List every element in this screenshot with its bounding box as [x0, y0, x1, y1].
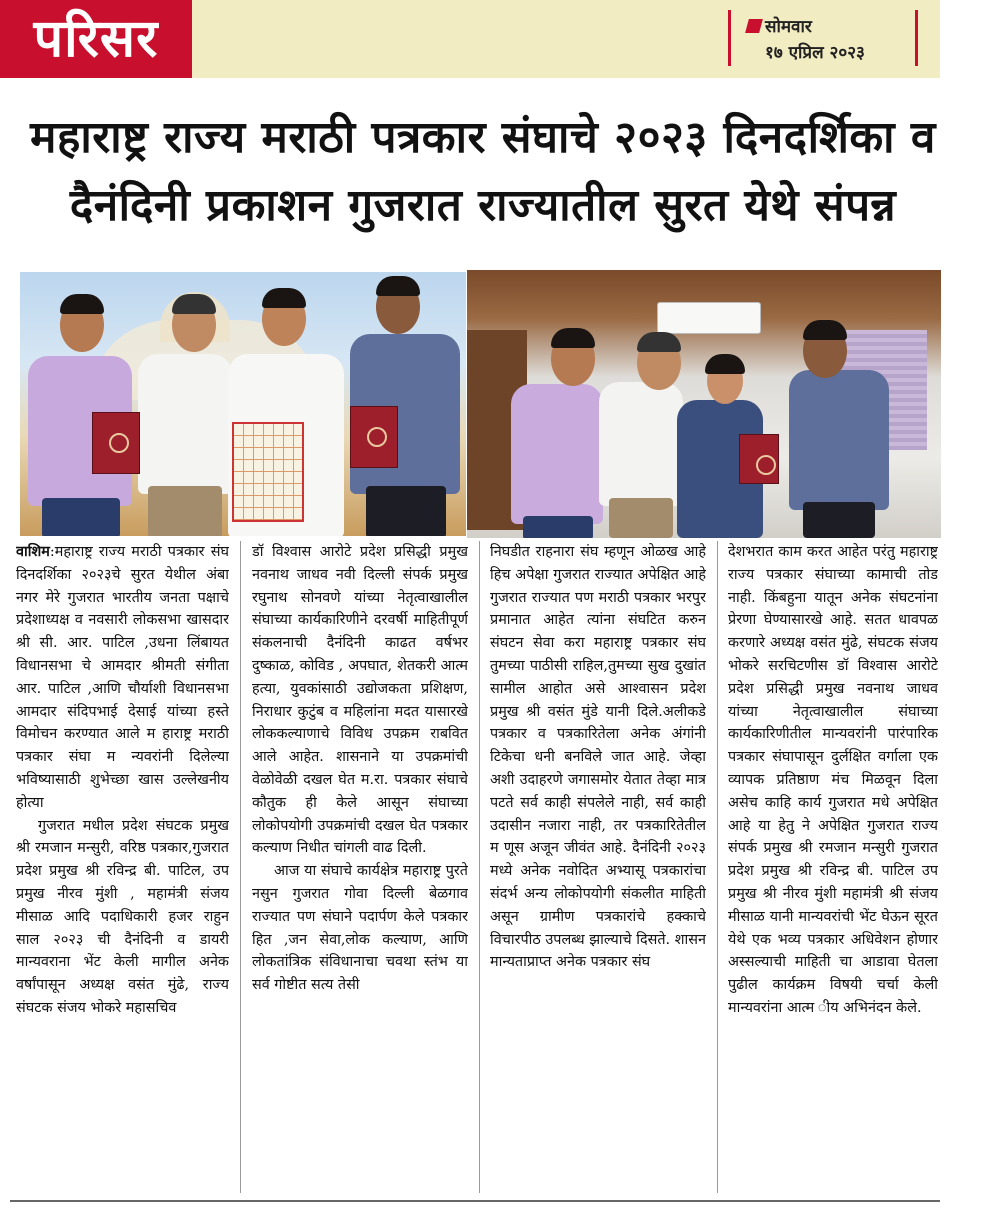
issue-date: १७ एप्रिल २०२३ — [765, 43, 865, 63]
issue-day: सोमवार — [765, 17, 812, 37]
headline-line-1: महाराष्ट्र राज्य मराठी पत्रकार संघाचे २०२३ दिनदर्शिका व — [30, 112, 936, 163]
column-divider — [240, 541, 241, 1193]
article-paragraph — [16, 541, 229, 815]
event-photo-left — [20, 272, 466, 536]
article-column-2 — [252, 541, 468, 1193]
diary-book-image — [739, 434, 779, 484]
diary-book-image — [92, 412, 140, 474]
photo-air-conditioner — [657, 302, 761, 334]
calendar-image — [232, 422, 304, 522]
article-body — [16, 541, 940, 1193]
masthead — [0, 0, 940, 78]
headline-line-2: दैनंदिनी प्रकाशन गुजरात राज्यातील सुरत येथे संपन्न — [69, 180, 897, 231]
article-paragraph: आज या संघाचे कार्यक्षेत्र महाराष्ट्र पुरते नसुन गुजरात गोवा दिल्ली बेळगाव राज्यात पण संघाने पदार्पण केले पत्रकार हित ,जन सेवा,लोक कल्याण, आणि लोकतांत्रिक संविधानाचा चवथा स्तंभ या सर्व गोष्टीत सत्य तेसी — [252, 863, 468, 994]
column-divider — [717, 541, 718, 1193]
article-text: :महाराष्ट्र राज्य मराठी पत्रकार संघ दिनदर्शिका २०२३चे सुरत येथील अंबा नगर मेरे गुजरात भारतीय जनता पक्षाचे प्रदेशाध्यक्ष व नवसारी लोकसभा खासदार श्री सी. आर. पाटिल ,उधना लिंबायत विधानसभा चे आमदार श्रीमती संगीता आर. पाटिल ,आणि चौर्याशी विधानसभा आमदार संदिपभाई देसाई यांच्या हस्ते विमोचन करण्यात आले म हाराष्ट्र मराठी पत्रकार संघा म न्यवरांनी दिलेल्या भविष्यासाठी शुभेच्छा खास उल्लेखनीय होत्या — [16, 544, 229, 811]
article-paragraph: निघडीत राहनारा संघ म्हणून ओळख आहे हिच अपेक्षा गुजरात राज्यात अपेक्षित आहे गुजरात राज्यात पण मराठी पत्रकार भरपुर प्रमानात आहेत त्यांना संघटित करुन संघटन सेवा करा महाराष्ट्र पत्रकार संघ तुमच्या पाठीसी राहिल,तुमच्या सुख दुखांत सामील आहोत असे आश्वासन प्रदेश प्रमुख श्री वसंत मुंडे यानी दिले.अलीकडे पत्रकार व पत्रकारितेला अनेक अंगांनी टिकेचा धनी बनविले जात आहे. जेव्हा अशी उदाहरणे जगासमोर येतात तेव्हा मात्र पटते सर्व काही संपलेले नाही, सर्व काही उदासीन नजारा नाही, तर पत्रकारितेतील म णूस अजून जीवंत आहे. दैनंदिनी २०२३ मध्ये अनेक नवोदित अभ्यासू पत्रकारांचा संदर्भ अन्य लोकोपयोगी संकलीत माहिती असून ग्रामीण पत्रकारांचे हक्काचे विचारपीठ उपलब्ध झाल्याचे दिसते. शासन मान्यताप्राप्त अनेक पत्रकार संघ — [490, 544, 706, 971]
dateline: वाशिम — [16, 543, 50, 560]
date-marker-icon — [745, 19, 763, 33]
article-paragraph: देशभरात काम करत आहेत परंतु महाराष्ट्र राज्य पत्रकार संघाच्या कामाची तोड नाही. किंबहुना यातून अनेक संघटनांना प्रेरणा घेण्यासारखे आहे. सतत धावपळ करणारे अध्यक्ष वसंत मुंढे, संघटक संजय भोकरे सरचिटणीस डॉ विश्वास आरोटे प्रदेश प्रसिद्धी प्रमुख नवनाथ जाधव यांच्या नेतृत्वाखालील संघाच्या कार्यकारिणीतील मान्यवरांनी पारंपारिक पत्रकार संघापासून दुर्लक्षित वर्गाला एक व्यापक प्रतिष्ठाण मंच मिळवून दिला असेच काहि कार्य गुजरात मधे अपेक्षित आहे या हेतु ने अपेक्षित गुजरात राज्य संपर्क प्रमुख श्री रमजान मन्सुरी गुजरात प्रदेश प्रमुख श्री रविन्द्र बी. पाटिल उप प्रमुख श्री नीरव मुंशी महामंत्री श्री संजय मीसाळ यानी मान्यवरांची भेंट घेऊन सूरत येथे एक भव्य पत्रकार अधिवेशन होणार अस्सल्याची माहिती चा आडावा घेतला पुढील कार्यक्रम विषयी चर्चा केली मान्यवरांना आत्म ीय अभिनंदन केले. — [728, 544, 938, 1016]
event-photo-right — [467, 270, 941, 538]
column-divider — [479, 541, 480, 1193]
article-paragraph: गुजरात मधील प्रदेश संघटक प्रमुख श्री रमजान मन्सुरी, वरिष्ठ पत्रकार,गुजरात प्रदेश प्रमुख श्री रविन्द्र बी. पाटिल, उप प्रमुख नीरव मुंशी , महामंत्री संजय मीसाळ आदि पदाधिकारी हजर राहुन साल २०२३ ची दैनंदिनी व डायरी मान्यवराना भेंट केली मागील अनेक वर्षांपासून अध्यक्ष वसंत मुंढे, राज्य संघटक संजय भोकरे महासचिव — [16, 817, 229, 1016]
article-column-3 — [490, 541, 706, 1193]
bottom-rule — [10, 1200, 940, 1202]
diary-book-image — [350, 406, 398, 468]
headline — [18, 104, 948, 240]
section-label: परिसर — [0, 0, 192, 78]
article-column-4 — [728, 541, 938, 1193]
article-paragraph: डॉ विश्वास आरोटे प्रदेश प्रसिद्धी प्रमुख नवनाथ जाधव नवी दिल्ली संपर्क प्रमुख रघुनाथ सोनवणे यांच्या नेतृत्वाखालील संघाच्या कार्यकारिणीने दरवर्षी माहितीपूर्ण संकलनाची दैनंदिनी काढत वर्षभर दुष्काळ, कोविड , अपघात, शेतकरी आत्म हत्या, युवकांसाठी उद्योजकता प्रशिक्षण, निराधार कुटुंब व महिलांना मदत यासारखे लोककल्याणाचे विविध उपक्रम राबवित आले आहेत. शासनाने या उपक्रमांची वेळोवेळी दखल घेत म.रा. पत्रकार संघाचे कौतुक ही केले आसून संघाच्या लोकोपयोगी उपक्रमांची दखल घेत पत्रकार कल्याण निधीत चांगली वाढ दिली. — [252, 544, 468, 857]
article-column-1 — [16, 541, 229, 1193]
date-block — [728, 10, 918, 66]
